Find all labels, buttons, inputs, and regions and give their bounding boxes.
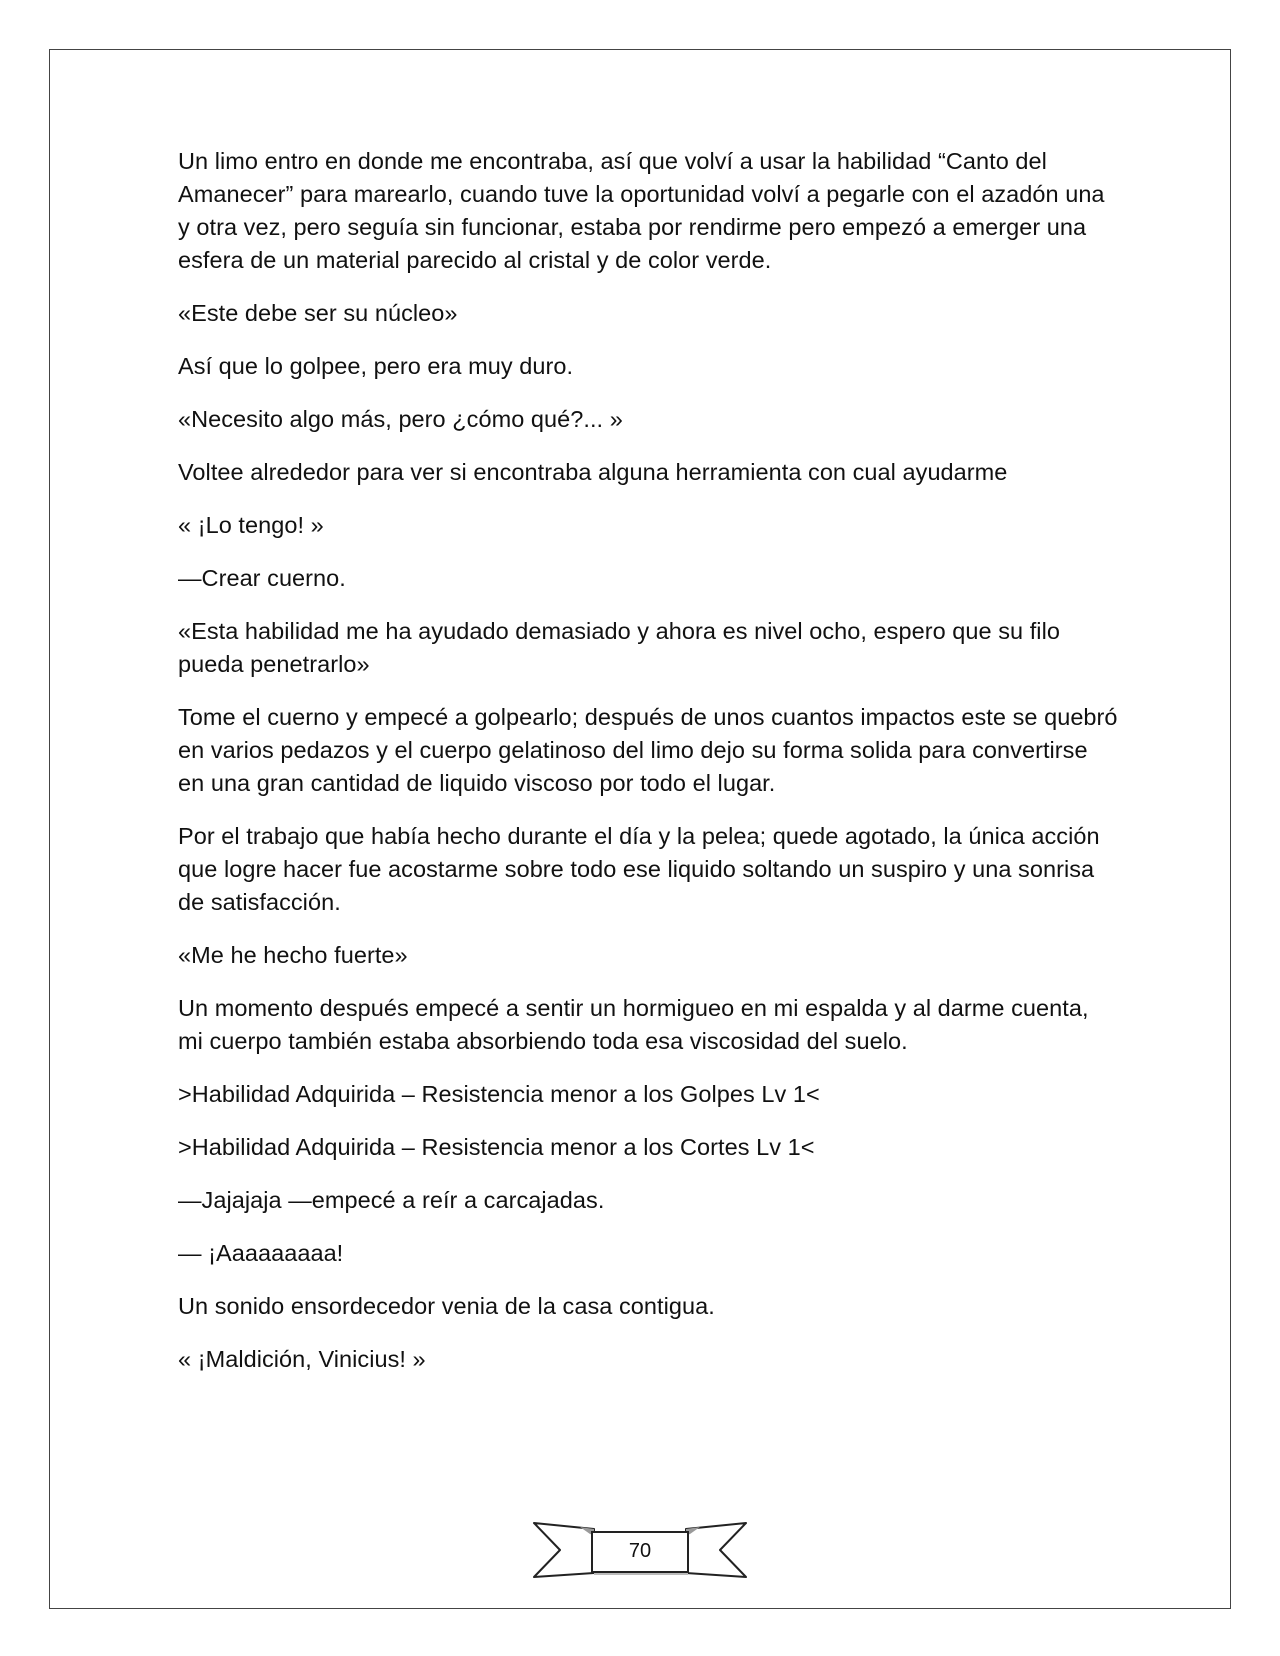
page-number-banner bbox=[532, 1517, 748, 1589]
paragraph: Un limo entro en donde me encontraba, así que volví a usar la habilidad “Canto del Amanecer” para marearlo, cuando tuve la oportunidad volví a pegarle con el azadón una y otra vez, pero seguía sin funcionar, estaba por rendirme pero empezó a emerger una esfera de un material parecido al cristal y de color verde. bbox=[178, 148, 1105, 273]
paragraph: « ¡Maldición, Vinicius! » bbox=[178, 1346, 426, 1372]
paragraph: Así que lo golpee, pero era muy duro. bbox=[178, 353, 574, 379]
paragraph: Tome el cuerno y empecé a golpearlo; después de unos cuantos impactos este se quebró en varios pedazos y el cuerpo gelatinoso del limo dejo su forma solida para convertirse en una gran cantidad de liquido viscoso por todo el lugar. bbox=[178, 704, 1118, 796]
paragraph: Un sonido ensordecedor venia de la casa contigua. bbox=[178, 1293, 715, 1319]
paragraph: «Me he hecho fuerte» bbox=[178, 942, 408, 968]
paragraph: >Habilidad Adquirida – Resistencia menor a los Cortes Lv 1< bbox=[178, 1134, 815, 1160]
page-body bbox=[178, 145, 1118, 1396]
paragraph: — ¡Aaaaaaaaa! bbox=[178, 1240, 344, 1266]
paragraph: Por el trabajo que había hecho durante el día y la pelea; quede agotado, la única acción que logre hacer fue acostarme sobre todo ese liquido soltando un suspiro y una sonrisa de satisfacción. bbox=[178, 823, 1100, 915]
paragraph: Un momento después empecé a sentir un hormigueo en mi espalda y al darme cuenta, mi cuerpo también estaba absorbiendo toda esa viscosidad del suelo. bbox=[178, 995, 1089, 1054]
paragraph: «Este debe ser su núcleo» bbox=[178, 300, 458, 326]
paragraph: «Necesito algo más, pero ¿cómo qué?... » bbox=[178, 406, 623, 432]
paragraph: >Habilidad Adquirida – Resistencia menor a los Golpes Lv 1< bbox=[178, 1081, 820, 1107]
page-number: 70 bbox=[628, 1540, 652, 1562]
paragraph: « ¡Lo tengo! » bbox=[178, 512, 324, 538]
paragraph: «Esta habilidad me ha ayudado demasiado y ahora es nivel ocho, espero que su filo pueda penetrarlo» bbox=[178, 618, 1060, 677]
paragraph: Voltee alrededor para ver si encontraba alguna herramienta con cual ayudarme bbox=[178, 459, 1008, 485]
paragraph: —Crear cuerno. bbox=[178, 565, 346, 591]
paragraph: —Jajajaja —empecé a reír a carcajadas. bbox=[178, 1187, 605, 1213]
